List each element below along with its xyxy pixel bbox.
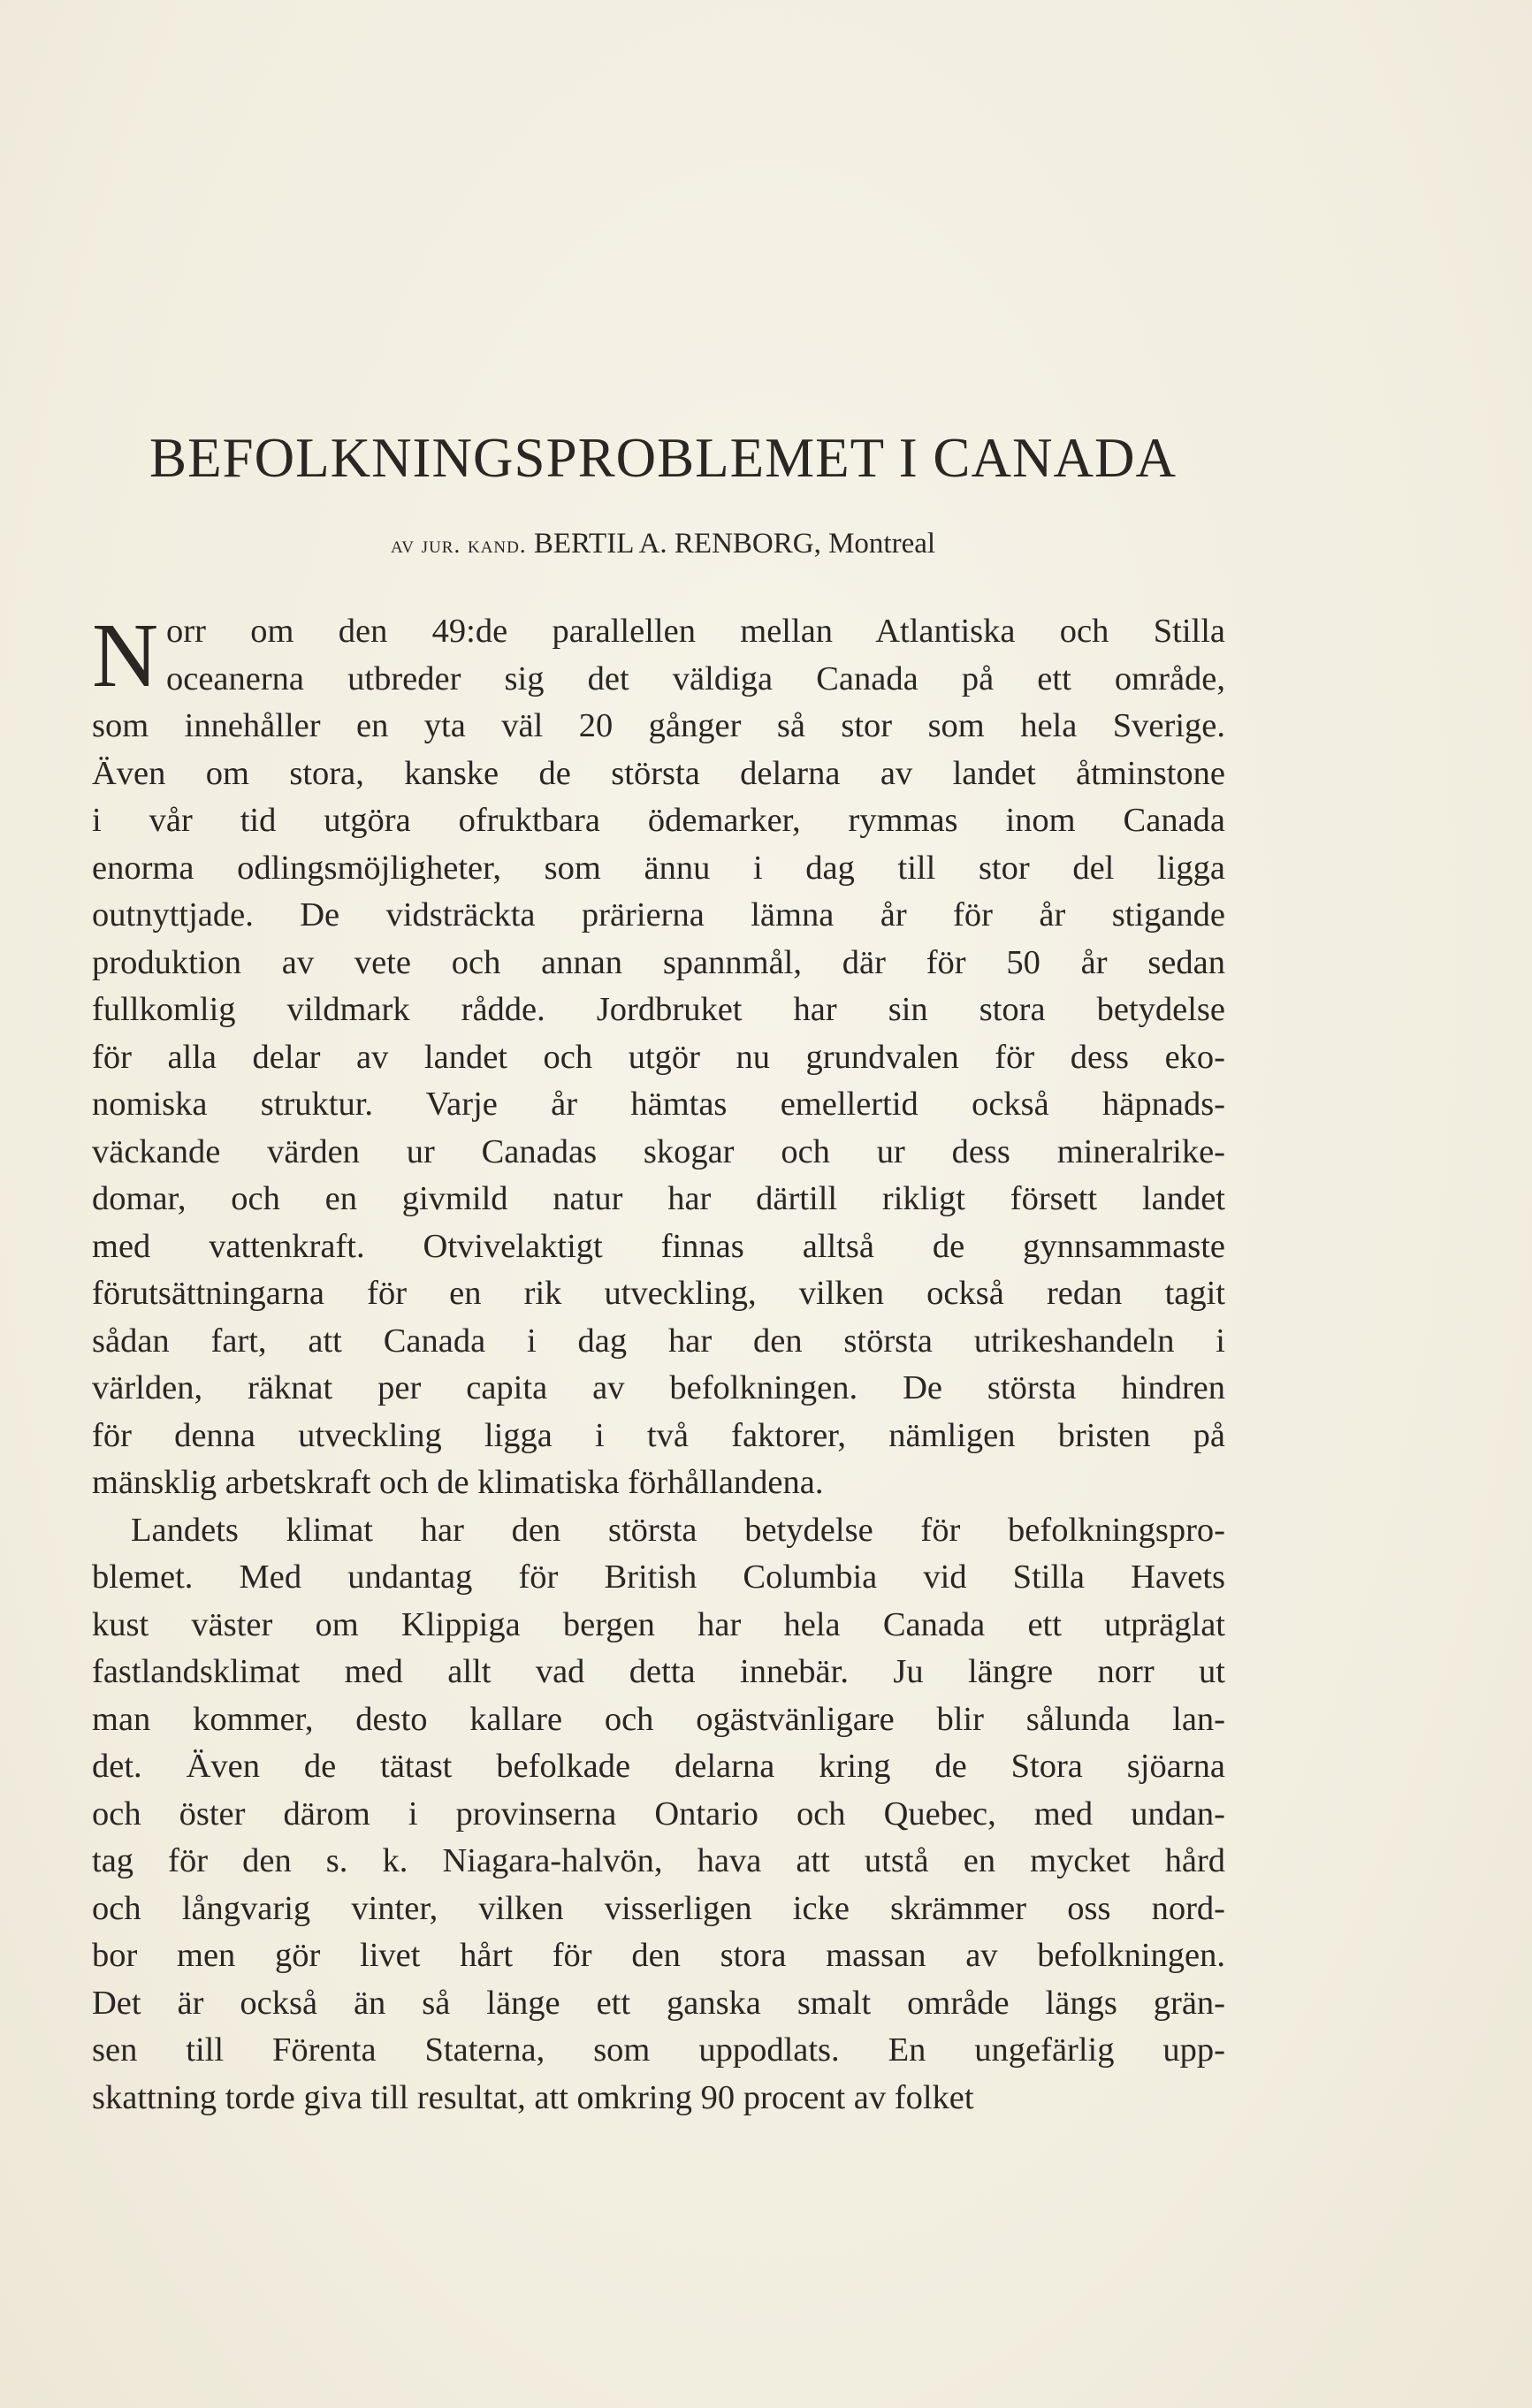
paragraph-1 <box>92 605 1225 1507</box>
text-line: Det är också än så länge ett ganska smalt område längs grän- <box>92 1984 1225 2022</box>
text-line: sådan fart, att Canada i dag har den största utrikeshandeln i <box>92 1322 1225 1360</box>
text-line: domar, och en givmild natur har därtill rikligt försett landet <box>92 1180 1225 1217</box>
text-line: produktion av vete och annan spannmål, där för 50 år sedan <box>92 943 1225 981</box>
author-name: BERTIL A. RENBORG, Montreal <box>533 528 936 560</box>
text-line: världen, räknat per capita av befolkningen. De största hindren <box>92 1369 1225 1406</box>
text-line: mänsklig arbetskraft och de klimatiska förhållandena. <box>92 1464 824 1501</box>
text-line: för denna utveckling ligga i två faktorer, nämligen bristen på <box>92 1416 1225 1454</box>
text-line: oceanerna utbreder sig det väldiga Canada på ett område, <box>166 659 1225 697</box>
text-line: blemet. Med undantag för British Columbia vid Stilla Havets <box>92 1558 1225 1596</box>
text-line: det. Även de tätast befolkade delarna kring de Stora sjöarna <box>92 1748 1225 1785</box>
text-line: och öster därom i provinserna Ontario och Quebec, med undan- <box>92 1795 1225 1833</box>
article-byline <box>124 522 1202 567</box>
byline-prefix: av jur. kand. <box>390 531 527 558</box>
text-line: för alla delar av landet och utgör nu grundvalen för dess eko- <box>92 1038 1225 1076</box>
text-line: i vår tid utgöra ofruktbara ödemarker, rymmas inom Canada <box>92 802 1225 839</box>
text-line: outnyttjade. De vidsträckta prärierna lämna år för år stigande <box>92 896 1225 933</box>
text-line: man kommer, desto kallare och ogästvänligare blir sålunda lan- <box>92 1700 1225 1738</box>
article-title: BEFOLKNINGSPROBLEMET I CANADA <box>149 427 1177 489</box>
text-line: orr om den 49:de parallellen mellan Atlantiska och Stilla <box>166 613 1225 650</box>
text-line: fullkomlig vildmark rådde. Jordbruket har sin stora betydelse <box>92 991 1225 1028</box>
text-line: fastlandsklimat med allt vad detta innebär. Ju längre norr ut <box>92 1653 1225 1690</box>
drop-cap: N <box>92 605 159 706</box>
text-line: med vattenkraft. Otvivelaktigt finnas alltså de gynnsammaste <box>92 1227 1225 1265</box>
text-line: väckande värden ur Canadas skogar och ur dess mineralrike- <box>92 1132 1225 1170</box>
text-line: som innehåller en yta väl 20 gånger så stor som hela Sverige. <box>92 707 1225 744</box>
text-line: tag för den s. k. Niagara-halvön, hava att utstå en mycket hård <box>92 1842 1225 1879</box>
text-line: nomiska struktur. Varje år hämtas emellertid också häpnads- <box>92 1086 1225 1123</box>
paragraph-2 <box>92 1507 1225 2122</box>
text-line: bor men gör livet hårt för den stora massan av befolkningen. <box>92 1937 1225 1974</box>
text-line: sen till Förenta Staterna, som uppodlats. En ungefärlig upp- <box>92 2031 1225 2069</box>
text-line: Landets klimat har den största betydelse för befolkningspro- <box>131 1511 1225 1549</box>
text-line: förutsättningarna för en rik utveckling, vilken också redan tagit <box>92 1275 1225 1312</box>
text-line: kust väster om Klippiga bergen har hela Canada ett utpräglat <box>92 1605 1225 1643</box>
text-line: och långvarig vinter, vilken visserligen icke skrämmer oss nord- <box>92 1889 1225 1927</box>
text-line: skattning torde giva till resultat, att omkring 90 procent av folket <box>92 2078 974 2116</box>
text-line: Även om stora, kanske de största delarna av landet åtminstone <box>92 754 1225 792</box>
text-line: enorma odlingsmöjligheter, som ännu i dag till stor del ligga <box>92 849 1225 887</box>
article-body <box>92 605 1225 2122</box>
